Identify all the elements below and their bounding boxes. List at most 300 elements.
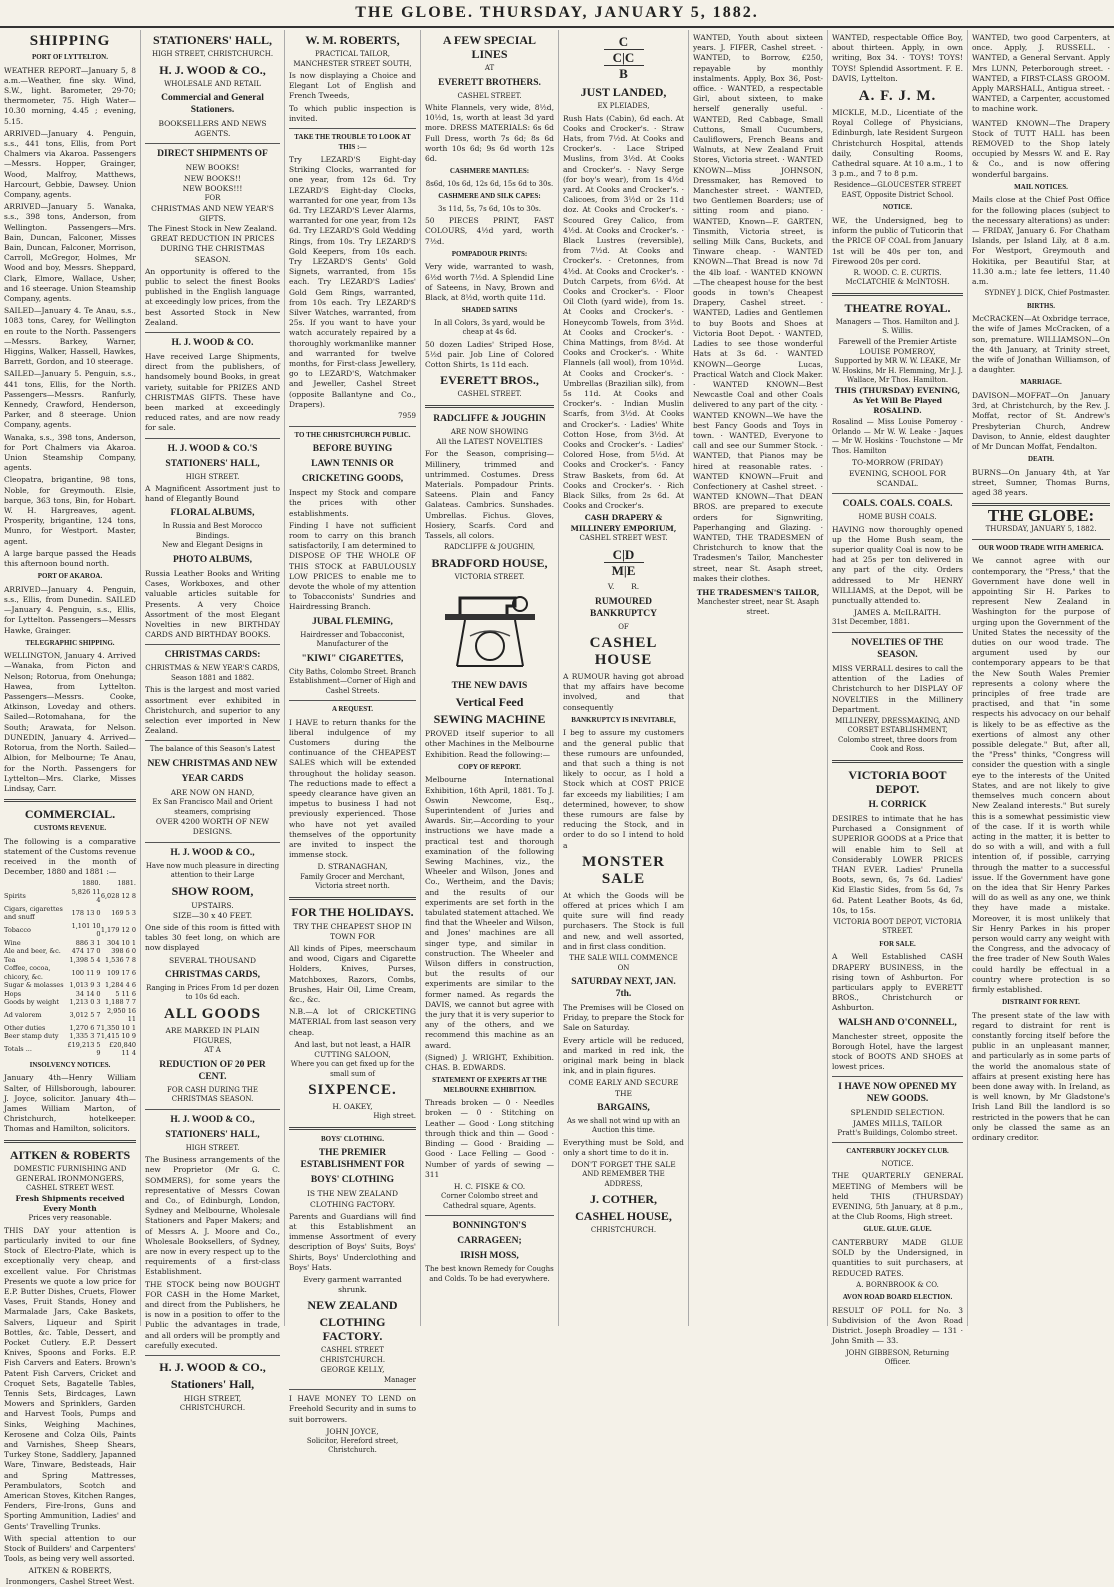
shipping-heading: SHIPPING: [29, 33, 111, 49]
cricketing-goods: CRICKETING GOODS,: [301, 474, 404, 485]
divider: [425, 1215, 554, 1216]
customs-value-1881: 304 10 1: [107, 938, 136, 947]
stationers-hall-3-address: HIGH STREET.: [185, 472, 240, 481]
divider: [832, 493, 963, 494]
aitken-prices: Prices very reasonable.: [28, 1214, 112, 1223]
shaded-heading: SHADED SATINS: [461, 306, 518, 315]
cash-drapery: CASH DRAPERY & MILLINERY EMPORIUM,: [570, 513, 677, 533]
money-text: I HAVE MONEY TO LEND on Freehold Security and in sums to suit borrowers.: [289, 1394, 416, 1424]
mills-address: Pratt's Buildings, Colombo street.: [837, 1128, 958, 1137]
all-goods: ALL GOODS: [164, 1005, 261, 1022]
no-auction: As we shall not wind up with an Auction this time.: [566, 1116, 681, 1135]
come-early: COME EARLY AND SECURE THE: [568, 1078, 679, 1098]
new-cards-1: NEW CHRISTMAS AND NEW: [147, 758, 278, 769]
radcliffe-2: RADCLIFFE & JOUGHIN,: [443, 543, 536, 552]
business-text: The Business arrangements of the new Proprietor (Mr G. C. SOMMERS), for some years the representative of Messrs Cowan and Co., of Edinburgh, London, Sydney and Melbourne, Wholesale Stationers and Paper Makers; and of Messrs A. J. Moore and Co., Wholesale Booksellers, of Sydney, are now in every respect up to the requirements of a first-class Establishment.: [145, 1155, 280, 1277]
customs-value-1881: £20,840 11 4: [109, 1040, 136, 1058]
walsh-text: Manchester street, opposite the Borough Hotel, have the largest stock of BOOTS AND SHOES at lowest prices.: [832, 1031, 963, 1072]
millinery-address: Colombo street, three doors from Cook and Ross.: [838, 735, 957, 754]
wood-firm-5: H. J. WOOD & CO.,: [170, 1114, 255, 1125]
roberts-trade: PRACTICAL TAILOR,: [314, 50, 391, 58]
lezard-heading: TAKE THE TROUBLE TO LOOK AT THIS :—: [294, 133, 411, 151]
everett-bros: EVERETT BROS.,: [440, 373, 539, 388]
customs-value-1881: 1,179 12 0: [100, 926, 136, 935]
for-cash: FOR CASH DURING THE CHRISTMAS SEASON.: [167, 1085, 258, 1104]
wood-firm-sub: WHOLESALE AND RETAIL: [164, 79, 261, 88]
bought-text: THE STOCK being now BOUGHT FOR CASH in the Home Market, and direct from the Publishers, he is now in a position to offer to the Public the advantages in trade, and all orders will be promptly and carefully executed.: [145, 1279, 280, 1350]
lisle-text: 50 dozen Ladies' Striped Hose, 5½d pair. Job Line of Colored Cotton Shirts, 1s 11d each.: [425, 339, 554, 370]
globe-date: THURSDAY, JANUARY 5, 1882.: [985, 525, 1097, 534]
divider: [832, 760, 963, 763]
port-lyttelton-heading: PORT OF LYTTELTON.: [32, 53, 108, 61]
table-row: [4, 981, 136, 990]
notice-text: WE, the Undersigned, beg to inform the public of Tuticorin that the PRICE OF COAL from January 1st will be 40s per ton, and Firewood 20s per cord.: [832, 215, 963, 266]
cdm-logo: C C|C B: [604, 34, 644, 81]
kiwi-cigarettes: "KIWI" CIGARETTES,: [301, 653, 404, 664]
column-roberts: [285, 30, 421, 1455]
customs-label: Other duties: [4, 1023, 46, 1032]
cooks-items: Rush Hats (Cabin), 6d each. At Cooks and Crocker's. · Straw Hats, from 7½d. At Cooks and Crocker's. · Lace Striped Muslins, from 3½d. At Cooks and Crocker's. · Navy Serge (for boy's wear), from 1s 4½d yard. At Cooks and Crocker's. · Calicoes, from 3½d or 2s 11d doz. At Cooks and Crocker's. · Scoured Grey Calico, from 4½d. At Cooks and Crocker's. · Black Lustres (reversible), from 7½d. At Cooks and Crocker's. · Cretonnes, from 4½d. At Cooks and Crocker's. · Dutch Carpets, from 6½d. At Cooks and Crocker's. · Floor Oil Cloth (yard wide), from 1s. At Cooks and Crocker's. · Honeycomb Towels, from 3½d. At Cooks and Crocker's. · China Mattings, from 8½d. At Cooks and Crocker's. · White Flannels (all wool), from 10½d. At Cooks and Crocker's. · Umbrellas (Brazilian silk), from 5s 11d. At Cooks and Crocker's. · Indian Muslin Scarfs, from 3½d. At Cooks and Crocker's. · Ladies' White Cotton Hose, from 3½d. At Cooks and Crocker's. · Ladies' Colored Hose, from 5½d. At Cooks and Crocker's. · Fancy Straw Baskets, from 6d. At Cooks and Crocker's. · Rich Black Silks, from 2s 6d. At Cooks and Crocker's.: [563, 113, 684, 511]
divider: [289, 128, 416, 129]
christchurch-5: CHRISTCHURCH.: [590, 1226, 657, 1235]
table-row: [4, 956, 136, 965]
wood-firm-2: H. J. WOOD & CO.: [171, 337, 254, 348]
aitken-roberts-heading: AITKEN & ROBERTS: [9, 1147, 131, 1162]
customs-value-1880: 100 11 9: [71, 968, 101, 977]
mills-name: JAMES MILLS, TAILOR: [852, 1118, 943, 1128]
new-books-2: NEW BOOKS!!: [184, 173, 241, 183]
remember-address: AND REMEMBER THE ADDRESS,: [582, 1170, 665, 1188]
boys-clothing-heading: BOYS' CLOTHING.: [320, 1134, 384, 1143]
canterbury-jockey: CANTERBURY JOCKEY CLUB.: [846, 1147, 949, 1156]
received-text: Have received Large Shipments, direct from the publishers, of handsomely bound Books, in great variety, suitable for PRIZES AND CHRISTMAS GIFTS. These have been marked at exceedingly reduced rates, and are now ready for sale.: [145, 351, 280, 433]
divider: [145, 438, 280, 439]
births-text: McCRACKEN—At Oxbridge terrace, the wife of James McCracken, of a son, premature. WILLIAMSON—On the 4th January, at Trinity street, the wife of Jonathan Williamson, of a daughter.: [972, 314, 1110, 375]
corrick-text: DESIRES to intimate that he has Purchased a Consignment of SUPERIOR GOODS at a Price that will enable him to Sell at Considerably LOWER PRICES THAN EVER. Ladies' Prunella Boots, sewn, 6s, 7s 6d. Ladies' Kid Elastic Sides, from 5s 6d, 7s 6d. Patent Leather Boots, 4s 6d, 10s, to 15s.: [832, 813, 963, 915]
table-row: [4, 998, 136, 1007]
factory-address: CASHEL STREET CHRISTCHURCH.: [319, 1346, 386, 1364]
customs-value-1880: £19,213 5 9: [67, 1040, 101, 1058]
customs-label: Wine: [4, 938, 21, 947]
proved-text: PROVED itself superior to all other Machines in the Melbourne Exhibition. Read the following:—: [425, 729, 554, 759]
cashmere-heading: CASHMERE MANTLES:: [449, 167, 530, 176]
customs-value-1880: 886 3 1: [75, 938, 101, 947]
bradford-address: VICTORIA STREET.: [454, 572, 525, 581]
table-row: [4, 905, 136, 922]
everett-bros-address: CASHEL STREET.: [457, 390, 522, 399]
insolvency-heading: INSOLVENCY NOTICES.: [29, 1060, 111, 1069]
customs-intro: The following is a comparative statement of the Customs revenue received in the month of December, 1880 and 1881 :—: [4, 836, 136, 877]
customs-value-1881: 2,950 16 11: [107, 1006, 136, 1024]
glue-sign: A. BORNBROOK & CO.: [856, 1280, 939, 1289]
of-label: OF: [618, 622, 629, 631]
customs-year-1880: 1880.: [81, 879, 101, 888]
aitken-sign: AITKEN & ROBERTS, Ironmongers, Cashel Street West.: [5, 1566, 135, 1586]
for-label: FOR: [204, 194, 221, 203]
rumoured-bankruptcy: RUMOURED BANKRUPTCY: [589, 596, 658, 619]
cdm-logo-2: C|D M|E: [604, 547, 644, 578]
direct-shipments: DIRECT SHIPMENTS OF: [157, 149, 268, 160]
finest-stock: The Finest Stock in New Zealand.: [148, 223, 277, 233]
over-designs: OVER 4200 WORTH OF NEW DESIGNS.: [155, 817, 270, 837]
commercial-stationers: Commercial and General Stationers.: [161, 93, 264, 115]
joyce-sub: Solicitor, Hereford street, Christchurch.: [306, 1436, 399, 1455]
fiske-name: H. C. FISKE & CO.: [453, 1181, 526, 1191]
new-books-3: NEW BOOKS!!!: [182, 183, 243, 193]
stranaghan-name: D. STRANAGHAN,: [317, 862, 388, 872]
new-cards-3: ARE NOW ON HAND,: [170, 787, 255, 797]
customs-label: Goods by weight: [4, 998, 59, 1007]
room-size: SIZE—30 x 40 FEET.: [172, 910, 253, 920]
stranaghan-sub: Family Grocer and Merchant, Victoria street north.: [300, 872, 405, 891]
sailed-text-3: Wanaka, s.s., 398 tons, Anderson, for Port Chalmers via Akaroa. Union Steamship Company, agents.: [4, 432, 136, 473]
canterbury-text: THE QUARTERLY GENERAL MEETING of Members will be held THIS (THURSDAY) EVENING, 5th January, at 8 p.m., at the Club Rooms, High street.: [832, 1171, 963, 1222]
ranging-text: Ranging in Prices From 1d per dozen to 10s 6d each.: [146, 983, 279, 1002]
wood-firm-4-text: Have now much pleasure in directing attention to their Large: [145, 861, 280, 880]
customs-value-1880: 178 13 0: [71, 909, 101, 918]
walsh-oconnell: WALSH AND O'CONNELL,: [838, 1017, 957, 1028]
divider: [289, 1127, 416, 1130]
customs-value-1881: 1,536 7 8: [104, 955, 136, 964]
new-goods: I HAVE NOW OPENED MY NEW GOODS.: [838, 1082, 957, 1105]
parents-text: Parents and Guardians will find at this Establishment an immense Assortment of every description of Boys' Suits, Boys' Shirts, Boys' Underclothing and Boys' Hats.: [289, 1211, 416, 1272]
mail-text: Mails close at the Chief Post Office for the following places (subject to the necessary alterations) as under:— FRIDAY, January 6. For Chatham Islands, per Island Lily, at 8 a.m. For Westport, Greymouth and Hokitika, per Beautiful Star, at 11.30 a.m.; late fee letters, 11.40 a.m.: [972, 195, 1110, 286]
stationers-address: HIGH STREET, CHRISTCHURCH.: [151, 50, 274, 58]
stationers-hall-6-address: HIGH STREET,: [183, 1394, 242, 1404]
table-row-total: [4, 1041, 136, 1058]
customs-label: Beer stamp duty: [4, 1032, 59, 1041]
clothing-factory: CLOTHING FACTORY.: [319, 1315, 386, 1344]
insolvency-text: January 4th—Henry William Salter, of Hillsborough, labourer. J. Joyce, solicitor. January 4th—James William Marton, of Christchurch, hotelkeeper. Thomas and Hamilton, solicitors.: [4, 1073, 136, 1134]
theatre-royal: THEATRE ROYAL.: [844, 300, 951, 315]
aitken-sub-2: GENERAL IRONMONGERS,: [15, 1174, 124, 1184]
monster-text: At which the Goods will be offered at prices which I am quite sure will find ready purchasers. The Stock is full and new, and well assorted, and in first class condition.: [563, 890, 684, 951]
divider: [972, 539, 1110, 540]
customs-label: Hops: [4, 989, 22, 998]
wood-firm-4: H. J. WOOD & CO.,: [170, 847, 255, 858]
small-sum: Where you can get fixed up for the small sum of: [290, 1060, 415, 1078]
sewing-machine-illustration: [435, 586, 545, 676]
table-row: [4, 888, 136, 905]
booksellers: BOOKSELLERS AND NEWS AGENTS.: [158, 119, 267, 139]
new-cards-2: YEAR CARDS: [181, 773, 244, 784]
port-akaroa-heading: PORT OF AKAROA.: [37, 572, 103, 581]
verrall-text: MISS VERRALL desires to call the attention of the Ladies of Christchurch to her DISPLAY OF NOVELTIES in the Millinery Department.: [832, 663, 963, 714]
divider: [145, 644, 280, 645]
stationers-hall-3: STATIONERS' HALL,: [165, 458, 260, 469]
bradford-house: BRADFORD HOUSE,: [431, 555, 548, 570]
deny-text: I beg to assure my customers and the general public that these rumours are unfounded, and that such a thing is not likely to occur, as I hold a Stock which at COST PRICE far exceeds my liabilities; I am determined, however, to show these rumours are false by reducing the Stock, and in order to do so I intend to hold a: [563, 728, 684, 850]
roberts-inspection: To which public inspection is invited.: [289, 103, 416, 123]
divider: [145, 842, 280, 843]
latest-novelties: All the LATEST NOVELTIES: [436, 437, 543, 447]
tradesmen-address: Manchester street, near St. Asaph street.: [696, 598, 820, 616]
customs-value-1881: 398 6 0: [111, 947, 136, 956]
cashmere-text: 8s6d, 10s 6d, 12s 6d, 15s 6d to 30s.: [425, 179, 554, 188]
radcliffe-sub: ARE NOW SHOWING: [450, 427, 529, 436]
tradesmen-tailor: THE TRADESMEN'S TAILOR,: [696, 587, 820, 597]
wood-firm-name: H. J. WOOD & CO.,: [159, 62, 266, 77]
arrived-text: ARRIVED—January 4. Penguin, s.s., 441 tons, Ellis, from Port Chalmers via Akaroa. Passengers—Messrs. Hopper, Grainger, Wood, Malfroy, Matthews, Harcourt, Gebbie, Dawsey. Union Company, agents.: [4, 128, 136, 199]
table-row: [4, 922, 136, 939]
fleming-sub: Hairdresser and Tobacconist, Manufacturer of the: [300, 630, 405, 649]
table-row: [4, 964, 136, 981]
customs-label: Coffee, cocoa, chicory, &c.: [4, 964, 51, 981]
carpenter-ads: WANTED, two good Carpenters, at once. Apply, J. RUSSELL. · WANTED, a General Servant. Apply Mrs LUNN, Peterborough street. · WANTED, a FIRST-CLASS GROOM. Apply MARSHALL, Antigua street. · WANTED, a Carpenter, accustomed to machine work.: [972, 33, 1110, 114]
christchurch-label: CHRISTCHURCH.: [179, 1404, 246, 1413]
silk-text: 3s 11d, 5s, 7s 6d, 10s to 30s.: [438, 204, 541, 213]
customs-value-1880: 1,335 3 7: [69, 1032, 101, 1041]
customs-label: Cigars, cigarettes and snuff: [4, 904, 63, 922]
great-reduction: GREAT REDUCTION IN PRICES DURING THE CHRISTMAS SEASON.: [150, 234, 275, 264]
holidays-heading: FOR THE HOLIDAYS.: [291, 904, 414, 919]
theatre-managers: Managers — Thos. Hamilton and J. S. Willis.: [835, 317, 960, 336]
divider: [145, 332, 280, 333]
request-text: I HAVE to return thanks for the liberal indulgence of my Customers during the continuance of the CHEAPEST SALES which will be extended throughout the holiday season. The reductions made to effect a speedy clearance have given an impetus to business I had not previously experienced. Those who have not yet availed themselves of the opportunity are invited to inspect the immense stock.: [289, 717, 416, 860]
silk-heading: CASHMERE AND SILK CAPES:: [438, 192, 541, 201]
customs-label: Spirits: [4, 892, 26, 901]
mcilraith-name: JAMES A. McILRAITH.: [853, 608, 942, 618]
divider: [289, 426, 416, 427]
akaroa-text: ARRIVED—January 4. Penguin, s.s., Ellis, from Dunedin. SAILED—January 4. Penguin, s.s., Ellis, for Lyttelton. Passengers—Messrs Hawke, Grainger.: [4, 584, 136, 635]
cother-name: J. COTHER,: [589, 1192, 657, 1207]
aitken-body: THIS DAY your attention is particularly invited to our fine Stock of Electro-Plate, which is exceptionally very cheap, and excellent value. For Christmas Presents we quote a low price for E.P. Butter Dishes, Cruets, Flower Vases, Fruit Stands, Honey and Marmalade Jars, Cake Baskets, Salvers, Liqueur and Spirit Bottles, &c. Table, Dessert, and Pocket Cutlery. E.P. Dessert Knives, Spoons and Forks. E.P. Fish Carvers and Eaters. Brown's Patent Fish Carvers, Cricket and Croquet Sets, Bagatelle Tables, Tennis Sets, Birdcages, Lawn Mowers and Sprinklers, Garden and Harvest Tools, Pumps and Sinks, Weighing Machines, Kerosene and Colza Oils, Paints and Varnishes, Sheep Shears, Turkey Stone, Saddlery, Japanned Ware, Tinware, Bedsteads, Hair and Spring Mattresses, Perambulators, Scotch and American Stoves, Kitchen Ranges, Fenders, Fire-Irons, Guns and Sporting Ammunition, Ladies' and Gents' Travelling Trunks.: [4, 1225, 136, 1531]
commercial-heading: COMMERCIAL.: [24, 807, 116, 822]
v-label: V.: [607, 582, 615, 592]
column-cooks-crocker: [559, 30, 689, 1326]
aitken-foot: With special attention to our Stock of Builders' and Carpenters' Tools, as being very well assorted.: [4, 1533, 136, 1564]
cash-drapery-address: CASHEL STREET WEST.: [579, 533, 668, 542]
divider: [832, 1076, 963, 1077]
table-row: [4, 939, 136, 948]
joyce-name: JOHN JOYCE,: [326, 1426, 379, 1436]
prints-text: 50 PIECES PRINT, FAST COLOURS, 4½d yard, worth 7½d.: [425, 216, 554, 246]
warranted-shrunk: Every garment warranted shrunk.: [303, 1275, 402, 1295]
divider: [289, 897, 416, 900]
report-text: Melbourne International Exhibition, 16th April, 1881. To J. Oswin Newcome, Esq., Superintendent of Juries and Awards. Sir,—According to your instructions we have made a practical test and thorough examination of the following Sewing Machines, viz., the Wheeler and Wilson, Jones and Co., Wertheim, and the Davis; and the results of our experiments are set forth in the tabulated statement attached. We find that the Wheeler and Wilson, and Jones' machines are all singer type, and similar in construction. The Wheeler and Wilson differs in construction, but the results of our experiments are similar to the former named. As regards the DAVIS, we cannot but agree with the jury that it is very superior to any of the others, and we recommend this machine as an award.: [425, 775, 554, 1050]
kelly-name: GEORGE KELLY,: [320, 1365, 385, 1375]
glue-text: CANTERBURY MADE GLUE SOLD by the Undersigned, in quantities to suit purchasers, at REDUCED RATES.: [832, 1237, 963, 1278]
divider: [4, 799, 136, 802]
hair-saloon: And last, but not least, a HAIR CUTTING SALOON,: [294, 1039, 411, 1060]
oakey-name: H. OAKEY,: [332, 1102, 373, 1112]
arrived-text-2: ARRIVED—January 5. Wanaka, s.s., 398 tons, Anderson, from Wellington. Passengers—Mrs. Bain, Duncan, Falconer, Misses Bain, Duncan, Falconer, Morrison, Carroll, McGregor, Holmes, Mr Wood and boy, Messrs. Sheppard, Clark, Elmore, Wallace, Usher, and 16 steerage. Union Steamship Company, agents.: [4, 202, 136, 303]
telegraphic-heading: TELEGRAPHIC SHIPPING.: [25, 638, 115, 647]
customs-label: Totals ...: [4, 1045, 32, 1054]
roberts-showing: Is now displaying a Choice and Elegant Lot of English and French Tweeds,: [289, 71, 416, 101]
residence: Residence—GLOUCESTER STREET EAST, Opposite District School.: [833, 181, 962, 199]
ex-pleiades: EX PLEIADES,: [597, 102, 650, 110]
wood-firm-6: H. J. WOOD & CO.,: [159, 1360, 266, 1375]
column-globe: [968, 30, 1114, 1326]
fleming-name: JUBAL FLEMING,: [312, 616, 393, 627]
farewell-pomeroy: Farewell of the Premier Artiste LOUISE POMEROY,: [838, 336, 957, 357]
masthead-title: THE GLOBE. THURSDAY, JANUARY 5, 1882.: [355, 4, 759, 21]
weather-report: WEATHER REPORT—January 5, 8 a.m.—Weather, fine sky. Wind, S.W., light. Barometer, 29-70; thermometer, 75. High Water—10.30 morning, 4.45 ; evening, 5.15.: [4, 65, 136, 126]
mcilraith-date: 31st December, 1881.: [832, 618, 910, 627]
column-everett: [421, 30, 559, 1326]
victoria-boot-depot: VICTORIA BOOT DEPOT.: [848, 767, 947, 796]
rumour-text: A RUMOUR having got abroad that my affairs have become involved, and that consequently: [563, 672, 684, 712]
masthead: [0, 0, 1114, 28]
statement-results: Threads broken — 0 · Needles broken — 0 · Stitching on Leather — Good · Long stitching through thick and thin — Good · Binding — Good · Braiding — Good · Lace Felling — Good · Number of yards of sewing — 311: [425, 1098, 554, 1179]
customs-label: Tea: [4, 955, 16, 964]
sailed-text: SAILED—January 4. Te Anau, s.s., 1083 tons, Carey, for Wellington en route to the North. Passengers—Messrs. Barkey, Warner, Higgins, Walker, Hassell, Hawkes, Barrett, Gordon, and 10 steerage.: [4, 306, 136, 367]
lawn-tennis: LAWN TENNIS OR: [311, 459, 394, 470]
cashel-house-2: CASHEL HOUSE,: [575, 1209, 672, 1224]
floral-sub: In Russia and Best Morocco Bindings.: [162, 522, 263, 540]
lezard-text: Try LEZARD'S Eight-day Striking Clocks, warranted for one year, from 12s 6d. Try LEZARD'S Eight-day Clocks, warranted for one year, from 13s 6d. Try LEZARD'S Lever Alarms, warranted for one year, from 12s 6d. Try LEZARD'S Gold Wedding Rings, from 10s. Try LEZARD'S Gold Keepers, from 10s each. Try LEZARD'S Gents' Gold Signets, warranted, from 15s each. Try LEZARD'S Ladies' Gold Gem Rings, warranted, from 10s each. Try LEZARD'S Silver Watches, warranted, from 25s. If you want to have your watch accurately repaired by a thoroughly workmanlike manner and warranted for twelve months, for First-class Jewellery, go to LEZARD'S, Watchmaker and Jeweller, Cashel Street (opposite Ballantyne and Co., Drapers).: [289, 155, 416, 409]
divider: [832, 1142, 963, 1143]
nz-factory-line: IS THE NEW ZEALAND CLOTHING FACTORY.: [306, 1189, 399, 1209]
pipes-text: All kinds of Pipes, meerschaum and wood, Cigars and Cigarette Holders, Knives, Purses, Matchboxes, Razors, Combs, Brushes, Hair Oil, Lime Cream, &c., &c.: [289, 943, 416, 1004]
leader-text: We cannot agree with our contemporary, the "Press," that the Government have done well in appointing Sir H. Parkes to represent New Zealand in Washington for the purpose of urging upon the Government of the United States the necessity of the duties on our wood trade. The argument used by our contemporary appears to be that the New South Wales Premier represents a colony where the principles of free trade are practised, and that "in some respects his advocacy on our behalf is likely to be as effective as the exertions of almost any other possible delegate." But, after all, the "Press" thinks, "Congress will consider the question with a single eye to the interests of the United States, and are not likely to give themselves much concern about New Zealand interests." But surely this is a somewhat pessimistic view of the case. If it is worth while acting in the matter, it is better to do so with a will, and with a full intention of, if possible, carrying through the matter to a successful issue. If the Government have gone on the idea that Sir Henry Parkes will do as well as any one, we think they have made a mistake. Moreover, it is most unlikely that Sir Henry Parkes in his proper person would carry any weight with the Congress, and the advocacy of the free trader of New South Wales could hardly be effectual in a country where protection is so firmly established.: [972, 556, 1110, 994]
table-row: [4, 1007, 136, 1024]
customs-label: Tobacco: [4, 926, 31, 935]
customs-value-1881: 1,284 4 6: [104, 981, 136, 990]
magnificent-text: A Magnificent Assortment just to hand of Elegantly Bound: [145, 484, 280, 504]
table-row: [4, 1024, 136, 1033]
everett-brothers: EVERETT BROTHERS.: [438, 77, 541, 88]
marked-plain: ARE MARKED IN PLAIN FIGURES,: [165, 1025, 260, 1045]
kelly-sub: Manager: [384, 1375, 416, 1384]
customs-value-1880: 1,398 5 4: [69, 955, 101, 964]
customs-value-1881: 6,028 12 8: [100, 892, 136, 901]
customs-value-1880: 1,213 0 3: [69, 998, 101, 1007]
at-label: AT: [484, 64, 495, 72]
table-row: [4, 1032, 136, 1041]
everything-sold: Everything must be Sold, and only a short time to do it in.: [563, 1137, 684, 1158]
photo-albums: PHOTO ALBUMS,: [172, 554, 252, 565]
customs-value-1880: 1,101 10 0: [71, 921, 101, 939]
show-room: SHOW ROOM,: [171, 883, 254, 898]
nz-heading: NEW ZEALAND: [307, 1298, 398, 1313]
kiwi-sub: City Baths, Colombo Street. Branch Establishment—Corner of High and Cashel Streets.: [289, 667, 416, 695]
customs-label: Ad valorem: [4, 1011, 42, 1020]
customs-value-1881: 1,188 7 7: [104, 998, 136, 1007]
divider: [832, 632, 963, 633]
births-heading: BIRTHS.: [1027, 301, 1055, 310]
barque-note: A large barque passed the Heads this afternoon bound north.: [4, 548, 136, 569]
report-signed: (Signed) J. WRIGHT, Exhibition. CHAS. B. EDWARDS.: [425, 1052, 554, 1073]
for-sale-text: A Well Established CASH DRAPERY BUSINESS, in the rising town of Ashburton. For particulars apply to EVERETT BROS., Christchurch or Ashburton.: [832, 952, 963, 1013]
ref-number: 7959: [398, 412, 416, 421]
roberts-address: MANCHESTER STREET SOUTH,: [293, 59, 412, 68]
customs-value-1881: 1,415 10 9: [100, 1032, 136, 1041]
report-heading: COPY OF REPORT.: [458, 762, 521, 771]
customs-year-1881: 1881.: [117, 879, 136, 888]
marriage-text: DAVISON—MOFFAT—On January 3rd, at Christchurch, by the Rev. J. Moffat, rector of St. Andrew's Presbyterian Church, Andrew Davison, to Annie, eldest daughter of Mr Duncan Moffat, Fendalton.: [972, 390, 1110, 451]
corrick-address: VICTORIA BOOT DEPOT, VICTORIA STREET.: [833, 917, 962, 936]
canterbury-notice: NOTICE.: [881, 1159, 914, 1168]
inspect-text: Inspect my Stock and compare the prices with other establishments.: [289, 488, 416, 518]
table-row: [4, 947, 136, 956]
aitken-sub-1: DOMESTIC FURNISHING AND: [13, 1164, 127, 1173]
request-heading: A REQUEST.: [331, 705, 374, 714]
pompadour-text: Very wide, warranted to wash, 6½d worth 7½d. A Splendid Line of Sateens, in Navy, Brown and Black, at 8½d, worth quite 11d.: [425, 262, 554, 302]
aitken-sub-3: CASHEL STREET WEST.: [25, 1184, 115, 1193]
just-landed: JUST LANDED,: [580, 85, 667, 99]
office-boy-ads: WANTED, respectable Office Boy, about thirteen. Apply, in own writing, Box 34. · TOYS! TOYS! TOYS! Splendid Assortment. F. E. DAVIS, Lyttelton.: [832, 33, 963, 83]
table-row: [4, 990, 136, 999]
everett-items: White Flannels, very wide, 8½d, 10½d, 1s, worth at least 3d yard more. DRESS MATERIALS: 6s 6d Full Dress, worth 7s 6d; 8s 6d worth 10s 6d; 9s 6d worth 12s 6d.: [425, 103, 554, 164]
coals-heading: COALS. COALS. COALS.: [842, 499, 953, 510]
tomorrow: TO-MORROW (FRIDAY) EVENING, SCHOOL FOR SCANDAL.: [848, 458, 947, 488]
tables-text: One side of this room is fitted with tables 30 feet long, on which are now displayed: [145, 922, 280, 953]
vertical-feed: Vertical Feed: [455, 695, 524, 710]
divider: [145, 143, 280, 144]
divider: [832, 293, 963, 296]
tonight: THIS (THURSDAY) EVENING, As Yet Will Be Played ROSALIND.: [834, 385, 961, 416]
few-special-lines: A FEW SPECIAL LINES: [442, 33, 537, 61]
customs-table: [4, 879, 136, 1058]
sixpence: SIXPENCE.: [308, 1082, 397, 1099]
column-wanted: [689, 30, 828, 1326]
roberts-name: W. M. ROBERTS,: [305, 33, 400, 47]
for-sale-heading: FOR SALE.: [879, 939, 916, 948]
opportunity-text: An opportunity is offered to the public to select the finest Books published in the English language at exceedingly low prices, from the best Assorted Stock in New Zealand.: [145, 266, 280, 327]
irish-moss-text: The best known Remedy for Coughs and Colds. To be had everywhere.: [425, 1265, 554, 1283]
radcliffe-joughin: RADCLIFFE & JOUGHIN: [433, 413, 546, 424]
millinery-heading: MILLINERY, DRESSMAKING, AND CORSET ESTABLISHMENT,: [835, 716, 960, 735]
death-text: BURNS—On January 4th, at Yar street, Sumner, Thomas Burns, aged 38 years.: [972, 467, 1110, 498]
divider: [145, 1109, 280, 1110]
customs-value-1880: 1,013 9 3: [69, 981, 101, 990]
divider: [145, 740, 280, 741]
divider: [4, 1140, 136, 1143]
column-notices: [828, 30, 968, 1367]
customs-value-1880: 1,270 6 7: [69, 1023, 101, 1032]
fiske-address: Corner Colombo street and Cathedral square, Agents.: [441, 1192, 538, 1210]
christmas-cards-text: This is the largest and most varied assortment ever exhibited in Christchurch, and superior to any selection ever imported in New Zealand.: [145, 685, 280, 736]
coals-text: HAVING now thoroughly opened up the Home Bush seam, the superior quality Coal is now to be had at 25s per ton delivered in any part of the city. Orders addressed to Mr HENRY WILLIAMS, at the Depot, will be punctually attended to.: [832, 524, 963, 605]
bankruptcy-inevitable: BANKRUPTCY IS INEVITABLE,: [571, 715, 676, 724]
aitken-fresh: Fresh Shipments received Every Month: [15, 1193, 125, 1214]
cleared-text: Cleopatra, brigantine, 98 tons, Noble, for Greymouth. Elsie, barque, 363 tons, Bin, for Hobart. W. H. Hargreaves, agent. Prosperity, brigantine, 124 tons, Munro, for Westport. Master, agent.: [4, 475, 136, 546]
distraint-heading: DISTRAINT FOR RENT.: [1002, 998, 1080, 1007]
christmas-gifts: CHRISTMAS AND NEW YEAR'S GIFTS.: [151, 203, 274, 223]
photo-intro: New and Elegant Designs in: [162, 541, 263, 550]
divider: [425, 405, 554, 408]
carrageen: CARRAGEEN;: [457, 1236, 522, 1247]
vr-line: [563, 582, 684, 592]
customs-label: Ale and beer, &c.: [4, 947, 61, 956]
photo-text: Russia Leather Books and Writing Cases, Workboxes, and other valuable articles suitable for Presents. A very Choice Assortment of the most Elegant Novelties in new BIRTHDAY CARDS AND BIRTHDAY BOOKS.: [145, 568, 280, 640]
customs-value-1880: 5,826 11 4: [71, 887, 101, 905]
before-buying: BEFORE BUYING: [312, 444, 393, 455]
at-a: AT A: [204, 1046, 221, 1055]
customs-value-1880: 3,012 5 7: [69, 1011, 101, 1020]
customs-value-1881: 169 5 3: [111, 909, 136, 918]
oakey-sub: High street.: [373, 1112, 416, 1121]
bonnington: BONNINGTON'S: [452, 1221, 527, 1232]
column-shipping: [0, 30, 141, 1586]
christmas-cards-heading: CHRISTMAS CARDS:: [164, 650, 261, 661]
wanted-known-drapery: WANTED KNOWN—The Drapery Stock of TUTT HALL has been REMOVED to the Shop lately occupied by Messrs W. and E. Ray & Co., and is now offering wonderful bargains.: [972, 118, 1110, 179]
leader-heading: OUR WOOD TRADE WITH AMERICA.: [978, 543, 1104, 552]
notice-signers: R. WOOD. C. E. CURTIS. McCLATCHIE & McINTOSH.: [845, 268, 950, 287]
several-thousand: SEVERAL THOUSAND: [168, 955, 257, 965]
avon-heading: AVON ROAD BOARD ELECTION.: [842, 1293, 953, 1302]
cast-list: Rosalind — Miss Louise Pomeroy · Orlando — Mr W. W. Leake · Jaques — Mr W. Hoskins · Touchstone — Mr Thos. Hamilton: [832, 418, 963, 455]
statement-heading: STATEMENT OF EXPERTS AT THE MELBOURNE EXHIBITION.: [432, 1076, 547, 1094]
stationers-hall-heading: STATIONERS' HALL,: [153, 33, 272, 47]
shaded-text: In all Colors, 3s yard, would be cheap at 4s 6d.: [434, 318, 545, 337]
customs-value-1880: 474 17 0: [71, 947, 101, 956]
customs-label: Sugar & molasses: [4, 981, 64, 990]
customs-value-1881: 5 11 6: [115, 989, 136, 998]
divider: [145, 1355, 280, 1356]
